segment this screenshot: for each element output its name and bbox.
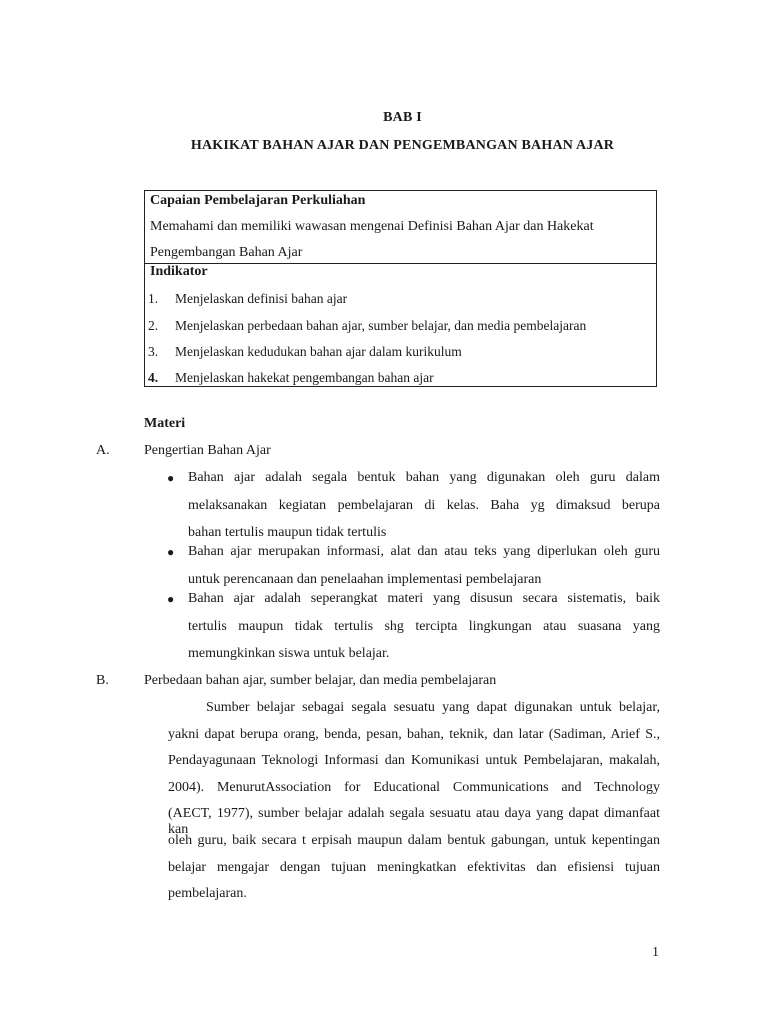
bullet-3-line-2: tertulis maupun tidak tertulis shg tercipta lingkungan atau suasana yang	[188, 619, 660, 634]
indikator-item-4	[145, 370, 434, 386]
paragraph-line-3: Pendayagunaan Teknologi Informasi dan Komunikasi untuk Pembelajaran, makalah,	[168, 753, 660, 768]
section-a-title: Pengertian Bahan Ajar	[144, 443, 271, 458]
section-a-letter: A.	[96, 443, 110, 458]
indikator-text: Menjelaskan perbedaan bahan ajar, sumber belajar, dan media pembelajaran	[175, 318, 587, 333]
indikator-text: Menjelaskan kedudukan bahan ajar dalam kurikulum	[175, 344, 462, 359]
bullet-3-line-3: memungkinkan siswa untuk belajar.	[188, 646, 390, 661]
paragraph-line-1: Sumber belajar sebagai segala sesuatu yang dapat digunakan untuk belajar,	[206, 700, 660, 715]
paragraph-line-4: 2004). MenurutAssociation for Educational Communications and Technology	[168, 780, 660, 795]
bullet-2-line-1: Bahan ajar merupakan informasi, alat dan atau teks yang diperlukan oleh guru	[188, 544, 660, 559]
paragraph-line-6: oleh guru, baik secara t erpisah maupun dalam bentuk gabungan, untuk kepentingan	[168, 833, 660, 848]
indikator-item-3	[145, 344, 462, 360]
section-b-title: Perbedaan bahan ajar, sumber belajar, dan media pembelajaran	[144, 673, 497, 688]
materi-heading: Materi	[144, 416, 186, 431]
bullet-icon: ●	[167, 471, 175, 485]
indikator-item-1	[145, 291, 347, 307]
bullet-1-line-3: bahan tertulis maupun tidak tertulis	[188, 525, 387, 540]
indikator-number: 2.	[148, 318, 159, 333]
indikator-item-2	[145, 318, 586, 334]
indikator-number: 3.	[148, 344, 159, 359]
paragraph-line-7: belajar mengajar dengan tujuan meningkatkan efektivitas dan efisiensi tujuan	[168, 860, 660, 875]
bullet-3-line-1: Bahan ajar adalah seperangkat materi yang disusun secara sistematis, baik	[188, 591, 660, 606]
page-number: 1	[652, 945, 659, 960]
bullet-icon: ●	[167, 592, 175, 606]
bullet-1-line-1: Bahan ajar adalah segala bentuk bahan yang digunakan oleh guru dalam	[188, 470, 660, 485]
section-b-letter: B.	[96, 673, 109, 688]
bullet-1-line-2: melaksanakan kegiatan pembelajaran di kelas. Baha yg dimaksud berupa	[188, 498, 660, 513]
indikator-number: 4.	[148, 370, 159, 385]
indikator-number: 1.	[148, 291, 159, 306]
cpl-line-1: Memahami dan memiliki wawasan mengenai Definisi Bahan Ajar dan Hakekat	[150, 219, 594, 234]
cpl-heading: Capaian Pembelajaran Perkuliahan	[150, 193, 366, 208]
bullet-icon: ●	[167, 545, 175, 559]
indikator-text: Menjelaskan hakekat pengembangan bahan ajar	[175, 370, 434, 385]
chapter-label: BAB I	[383, 110, 422, 125]
paragraph-line-5: (AECT, 1977), sumber belajar adalah segala sesuatu atau daya yang dapat dimanfaat kan	[168, 806, 660, 837]
paragraph-line-2: yakni dapat berupa orang, benda, pesan, bahan, teknik, dan latar (Sadiman, Arief S.,	[168, 727, 660, 742]
box-divider	[145, 263, 656, 264]
chapter-title: HAKIKAT BAHAN AJAR DAN PENGEMBANGAN BAHAN AJAR	[190, 138, 615, 153]
cpl-line-2: Pengembangan Bahan Ajar	[150, 245, 303, 260]
learning-outcomes-box	[144, 190, 657, 387]
indikator-text: Menjelaskan definisi bahan ajar	[175, 291, 348, 306]
paragraph-line-8: pembelajaran.	[168, 886, 247, 901]
bullet-2-line-2: untuk perencanaan dan penelaahan implementasi pembelajaran	[188, 572, 542, 587]
indikator-heading: Indikator	[150, 264, 208, 279]
